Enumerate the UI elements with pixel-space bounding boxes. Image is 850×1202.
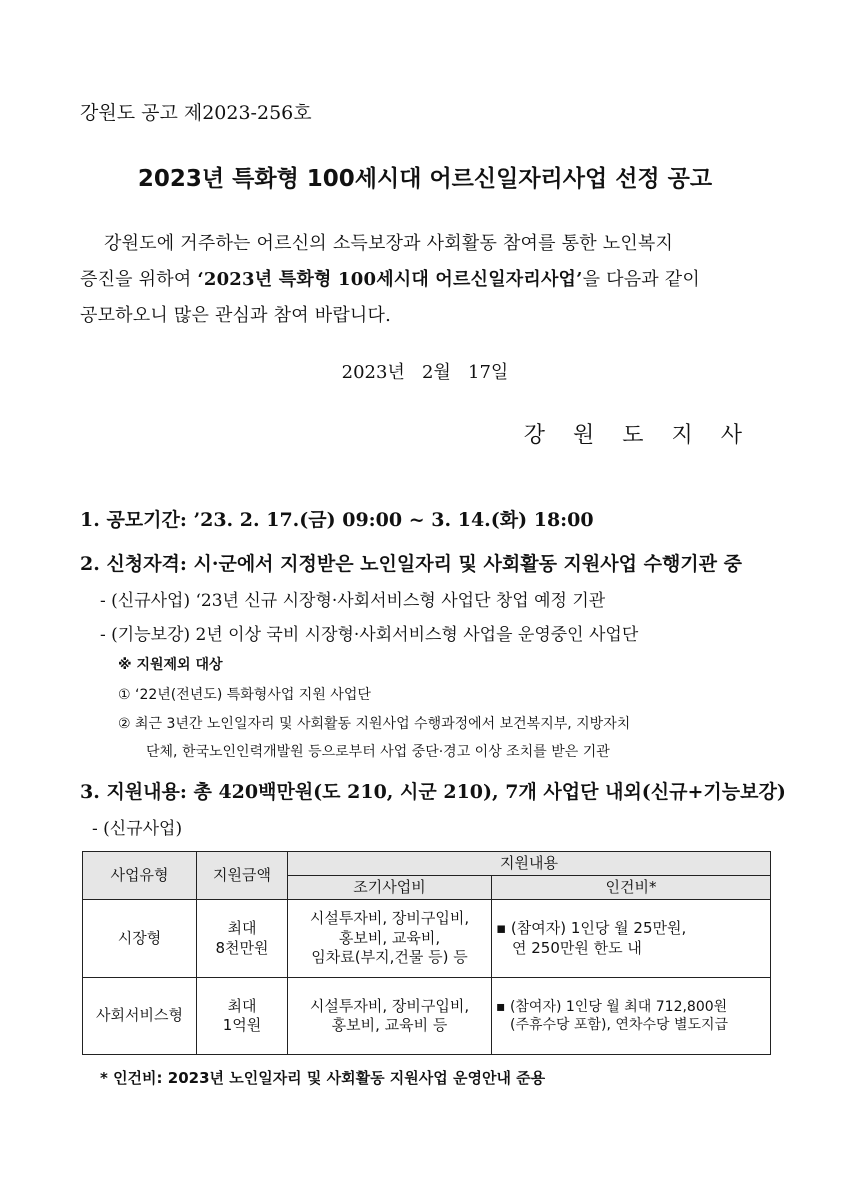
initial-line: 시설투자비, 장비구입비, (309, 996, 470, 1015)
page-title: 2023년 특화형 100세시대 어르신일자리사업 선정 공고 (137, 166, 713, 192)
section-2-eligibility: 2. 신청자격: 시·군에서 지정받은 노인일자리 및 사회활동 지원사업 수행기관 중 (80, 553, 742, 575)
exclusion-item: ① ‘22년(전년도) 특화형사업 지원 사업단 (118, 687, 371, 703)
initial-line: 홍보비, 교육비, (338, 928, 441, 947)
initial-line: 임차료(부지,건물 등) 등 (311, 948, 468, 967)
exclusion-item: ② 최근 3년간 노인일자리 및 사회활동 지원사업 수행과정에서 보건복지부, 지방자치 (118, 716, 631, 732)
row-initial-cost (288, 900, 492, 978)
support-subsection: - (신규사업) (92, 819, 183, 839)
notice-number: 강원도 공고 제2023-256호 (80, 102, 312, 124)
table-row (83, 900, 771, 978)
row-type: 사회서비스형 (83, 978, 197, 1055)
support-table (82, 851, 771, 1055)
row-amount (197, 978, 288, 1055)
labor-line: ▪ (참여자) 1인당 월 25만원, (496, 919, 687, 937)
amount-line: 최대 (227, 996, 257, 1015)
header-business-type: 사업유형 (83, 852, 197, 900)
section-3-support: 3. 지원내용: 총 420백만원(도 210, 시군 210), 7개 사업단 내외(신규+기능보강) (80, 781, 786, 803)
row-amount (197, 900, 288, 978)
amount-line: 최대 (227, 919, 257, 937)
signer: 강원도지사 (523, 423, 770, 448)
initial-line: 시설투자비, 장비구입비, (309, 909, 470, 928)
table-row (83, 978, 771, 1055)
eligibility-item: - (신규사업) ‘23년 신규 시장형·사회서비스형 사업단 창업 예정 기관 (100, 591, 606, 611)
amount-line: 8천만원 (215, 938, 269, 957)
intro-line-3: 공모하오니 많은 관심과 참여 바랍니다. (80, 305, 392, 326)
row-type: 시장형 (83, 900, 197, 978)
row-labor-cost (492, 900, 771, 978)
row-initial-cost (288, 978, 492, 1055)
labor-line: 연 250만원 한도 내 (512, 938, 642, 957)
header-support-amount: 지원금액 (197, 852, 288, 900)
row-labor-cost (492, 978, 771, 1055)
header-labor-cost: 인건비* (492, 876, 771, 900)
intro-text: 을 다음과 같이 (582, 269, 700, 290)
intro-line-2 (80, 265, 700, 291)
labor-line: ▪ (참여자) 1인당 월 최대 712,800원 (496, 998, 728, 1015)
header-initial-cost: 조기사업비 (288, 876, 492, 900)
initial-line: 홍보비, 교육비 등 (331, 1016, 448, 1034)
header-support-content: 지원내용 (288, 852, 771, 876)
intro-text: 증진을 위하여 (80, 269, 198, 290)
footnote: * 인건비: 2023년 노인일자리 및 사회활동 지원사업 운영안내 준용 (100, 1069, 546, 1087)
section-1-period: 1. 공모기간: ’23. 2. 17.(금) 09:00 ~ 3. 14.(화) 18:00 (80, 509, 594, 531)
program-name: ‘2023년 특화형 100세시대 어르신일자리사업’ (197, 269, 583, 290)
labor-line: (주휴수당 포함), 연차수당 별도지급 (510, 1017, 729, 1033)
intro-line-1: 강원도에 거주하는 어르신의 소득보장과 사회활동 참여를 통한 노인복지 (104, 233, 674, 254)
eligibility-item: - (기능보강) 2년 이상 국비 시장형·사회서비스형 사업을 운영중인 사업단 (100, 625, 639, 645)
exclusion-item-continued: 단체, 한국노인인력개발원 등으로부터 사업 중단·경고 이상 조치를 받은 기관 (146, 744, 610, 760)
amount-line: 1억원 (222, 1016, 262, 1034)
notice-date: 2023년 2월 17일 (341, 362, 509, 383)
exclusion-title: ※ 지원제외 대상 (118, 657, 223, 673)
